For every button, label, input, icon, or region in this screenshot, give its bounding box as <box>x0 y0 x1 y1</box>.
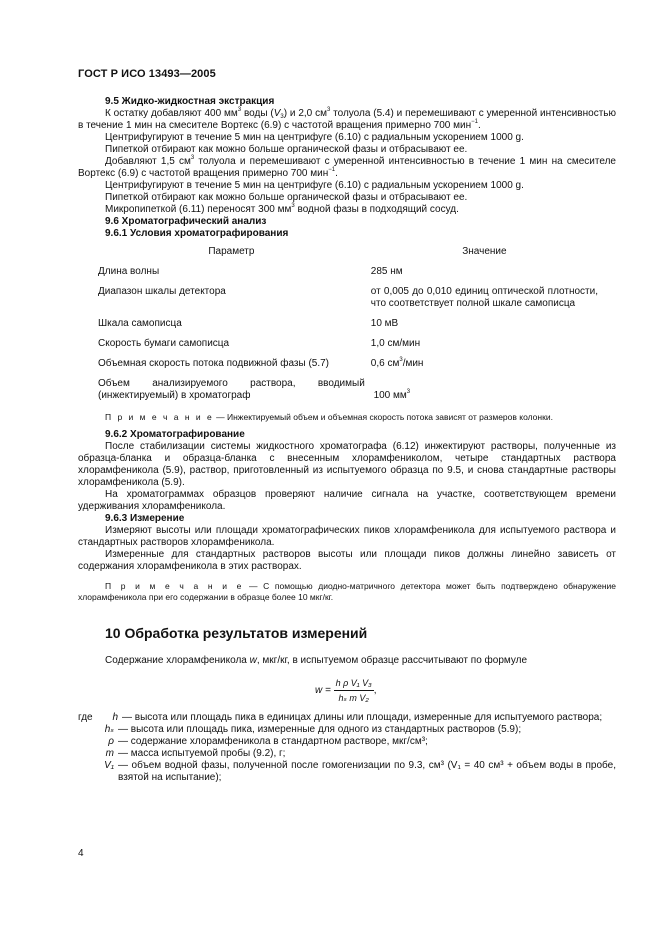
section-9-6-1-title: 9.6.1 Условия хроматографирования <box>105 228 289 239</box>
table-row: Объемная скорость потока подвижной фазы (5.7) 0,6 $см^3$/мин <box>98 357 424 369</box>
list-item: m — масса испытуемой пробы (9.2), г; <box>105 748 286 759</box>
variable-definitions <box>78 712 616 784</box>
note: П р и м е ч а н и е — Инжектируемый объем и объемная скорость потока зависят от размеров колонки. <box>105 412 553 422</box>
table-row: Длина волны 285 нм <box>98 266 403 277</box>
paragraph: Пипеткой отбирают как можно больше органической фазы и отбрасывают ее. <box>105 192 468 203</box>
table-row: Объем анализируемого раствора, вводимый (инжектируемый) в хроматограф 100 $мм^3$ <box>98 378 411 401</box>
page-content <box>78 96 616 784</box>
list-item: где h — высота или площадь пика в единицах длины или площади, измеренные для испытуемого раствора; <box>78 712 603 723</box>
paragraph: Измеряют высоты или площади хроматографических пиков хлорамфеникола для испытуемого раствора и стандартных растворов хлорамфеникола. <box>78 525 616 548</box>
paragraph: Центрифугируют в течение 5 мин на центрифуге (6.10) с радиальным ускорением 1000 g. <box>105 180 524 191</box>
page-number: 4 <box>78 848 84 859</box>
paragraph: Микропипеткой (6.11) переносят 300 $мм^3$ водной фазы в подходящий сосуд. <box>105 203 459 215</box>
formula-fraction: $\frac{\text{h ρ V₁ V₃}}{\text{hₛ m V₂}}$ <box>335 678 372 703</box>
table-row: Диапазон шкалы детектора от 0,005 до 0,010 единиц оптической плотности, что соответствует полной шкале самописца <box>98 286 598 309</box>
section-9-6-title: 9.6 Хроматографический анализ <box>105 216 267 227</box>
table-row: Шкала самописца 10 мВ <box>98 318 399 329</box>
document-header: ГОСТ Р ИСО 13493—2005 <box>78 68 216 80</box>
column-header-parameter: Параметр <box>208 246 255 257</box>
paragraph: Содержание хлорамфеникола w, мкг/кг, в испытуемом образце рассчитывают по формуле <box>105 655 528 666</box>
section-9-6-3-title: 9.6.3 Измерение <box>105 513 185 524</box>
paragraph: Пипеткой отбирают как можно больше органической фазы и отбрасывают ее. <box>105 144 468 155</box>
chromatography-conditions-table <box>98 240 598 412</box>
section-9-6-2-title: 9.6.2 Хроматографирование <box>105 429 245 440</box>
section-9-5-title: 9.5 Жидко-жидкостная экстракция <box>105 96 275 107</box>
formula: w = $\frac{\text{h ρ V₁ V₃}}{\text{hₛ m V₂}}$ , <box>315 678 377 703</box>
list-item: hₛ — высота или площадь пика, измеренные для одного из стандартных растворов (5.9); <box>104 724 522 735</box>
list-item: ρ — содержание хлорамфеникола в стандартном растворе, мкг/см³; <box>108 736 428 747</box>
list-item: V₁ — объем водной фазы, полученной после гомогенизации по 9.3, см³ (V₁ = 40 см³ + объем воды в пробе, взятой на испытание); <box>104 760 616 783</box>
column-header-value: Значение <box>462 246 507 257</box>
paragraph: Добавляют 1,5 $см^3$ толуола и перемешивают с умеренной интенсивностью в течение 1 мин на смесителе Вортекс (6.9) с частотой вращения примерно 700 мин$^{-1}$. <box>78 155 616 179</box>
section-10-title: 10 Обработка результатов измерений <box>105 625 368 641</box>
paragraph: После стабилизации системы жидкостного хроматографа (6.12) инжектируют растворы, полученные из образца-бланка и образца-бланка с внесенным хлорамфениколом, четыре стандартных раствора хлорамфеникола (5.9), раствор, приготовленный из испытуемого образца по 9.5, и снова стандартные растворы хлорамфеникола (5.9). <box>78 441 616 488</box>
paragraph: На хроматограммах образцов проверяют наличие сигнала на участке, соответствующем времени удерживания хлорамфеникола. <box>78 489 616 512</box>
paragraph: Измеренные для стандартных растворов высоты или площади пиков должны линейно зависеть от содержания хлорамфеникола в этих растворах. <box>78 549 616 572</box>
table-row: Скорость бумаги самописца 1,0 см/мин <box>98 338 421 349</box>
note: П р и м е ч а н и е — С помощью диодно-матричного детектора может быть подтверждено обнаружение хлорамфеникола при его содержании в образце более 10 мкг/кг. <box>78 581 616 602</box>
paragraph: К остатку добавляют 400 $мм^3$ воды $(V_3)$ и 2,0 $см^3$ толуола (5.4) и перемешивают с умеренной интенсивностью в течение 1 мин на смесителе Вортекс (6.9) с частотой вращения примерно 700 мин$^{-1}$. <box>78 107 616 131</box>
paragraph: Центрифугируют в течение 5 мин на центрифуге (6.10) с радиальным ускорением 1000 g. <box>105 132 524 143</box>
